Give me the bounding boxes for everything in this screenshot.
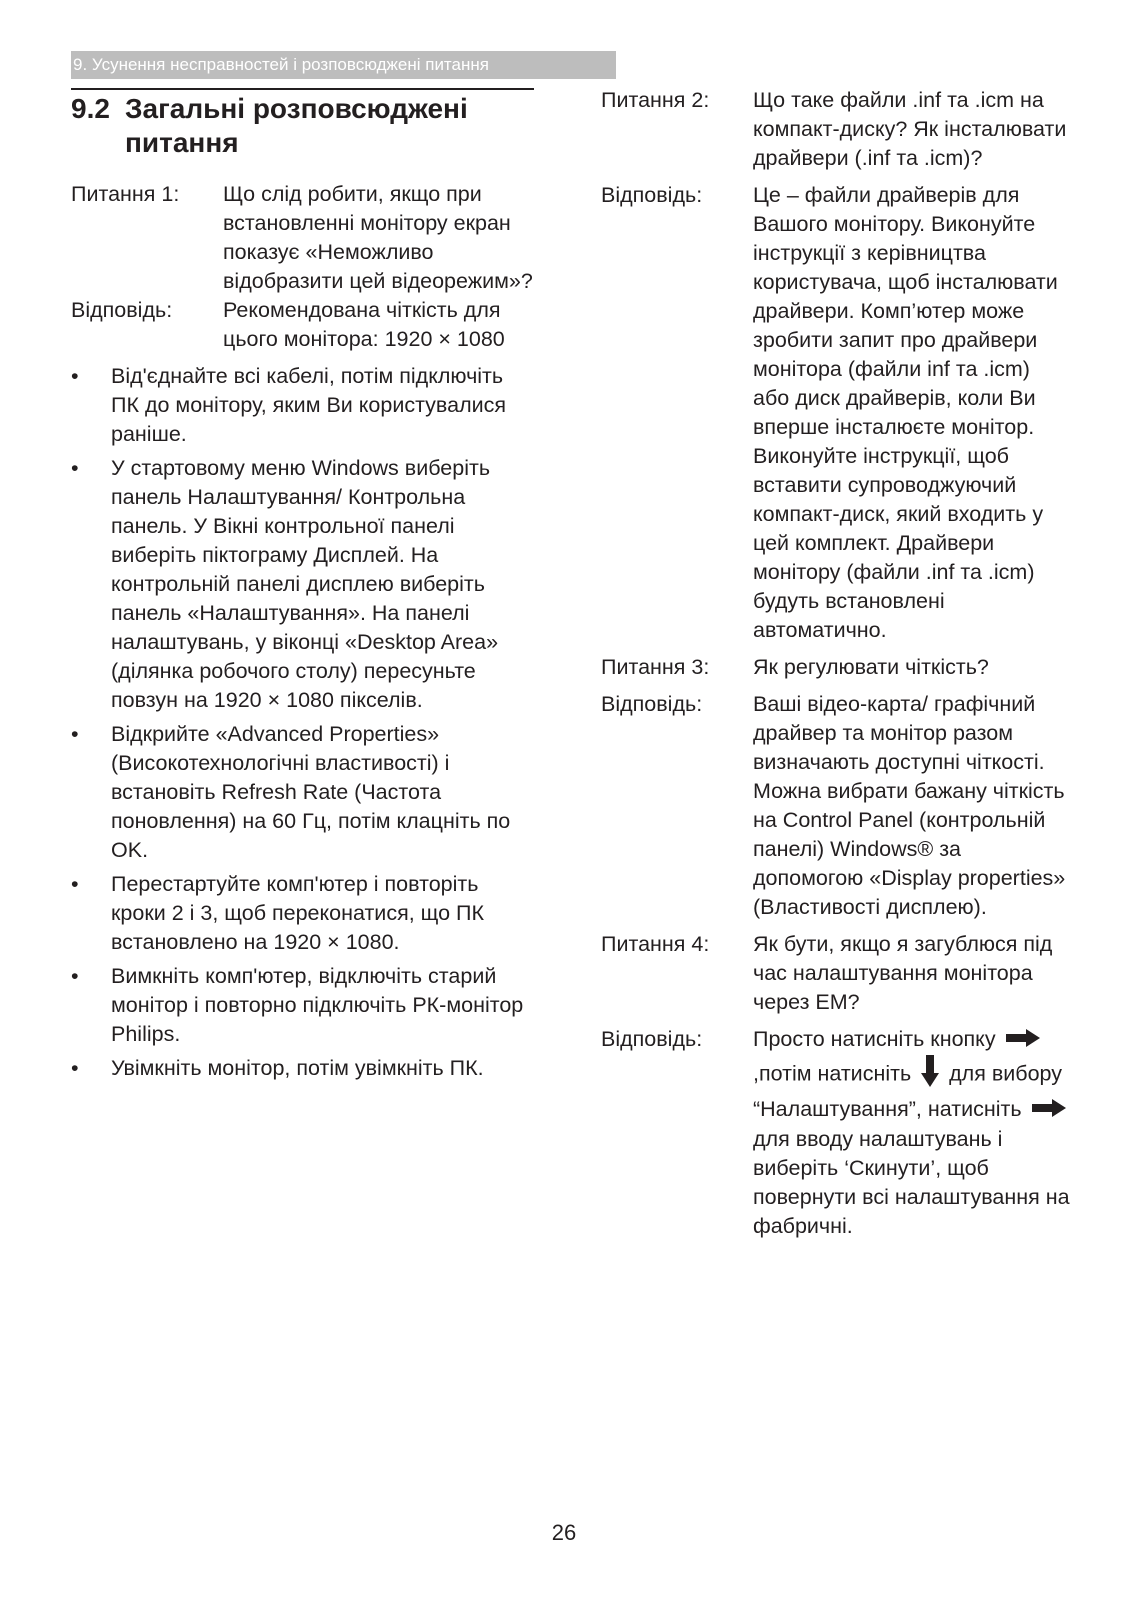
left-column	[71, 88, 534, 1088]
question-label: Питання 3:	[601, 655, 710, 679]
answer-text: Рекомендована чіткість для цього монітора: 1920 × 1080	[223, 298, 505, 351]
bullet-icon: •	[71, 1056, 79, 1080]
answer-3	[601, 690, 1071, 922]
page-number: 26	[551, 1520, 577, 1545]
running-header: 9. Усунення несправностей і розповсюджені питання	[71, 51, 616, 79]
question-label: Питання 1:	[71, 182, 180, 206]
answer-2	[601, 181, 1071, 645]
list-item: • Від'єднайте всі кабелі, потім підключіть ПК до монітору, яким Ви користувалися раніше.	[71, 364, 507, 446]
list-item: • Перестартуйте комп'ютер і повторіть кроки 2 і 3, щоб переконатися, що ПК встановлено на 1920 × 1080.	[71, 872, 485, 954]
answer-label: Відповідь:	[601, 1027, 703, 1051]
question-label: Питання 2:	[601, 88, 710, 112]
question-text: Що таке файли .inf та .icm на компакт-диску? Як інсталювати драйвери (.inf та .icm)?	[753, 88, 1067, 170]
section-number: 9.2	[71, 93, 110, 124]
question-text: Як регулювати чіткість?	[753, 655, 989, 679]
answer-label: Відповідь:	[601, 183, 703, 207]
answer-text: Ваші відео-карта/ графічний драйвер та монітор разом визначають доступні чіткості. Можна вибрати бажану чіткість на Control Panel (контрольній панелі) Windows® за допомогою «Display properties» (Властивості дисплею).	[753, 692, 1066, 919]
list-item: • Увімкніть монітор, потім увімкніть ПК.	[71, 1054, 534, 1083]
list-item: • У стартовому меню Windows виберіть панель Налаштування/ Контрольна панель. У Вікні контрольної панелі виберіть піктограму Дисплей. На контрольній панелі дисплею виберіть панель «Налаштування». На панелі налаштувань, у віконці «Desktop Area» (ділянка робочого столу) пересуньте повзун на 1920 × 1080 пікселів.	[71, 456, 499, 712]
down-arrow-icon	[921, 1055, 939, 1095]
answer-1	[71, 296, 534, 354]
answer-text: Просто натисніть кнопку ,потім натисніть для вибору “Налаштування”, натисніть для вводу налаштувань і виберіть ‘Скинути’, щоб повернути всі налаштування на фабричні.	[753, 1027, 1070, 1238]
list-item: • Відкрийте «Advanced Properties» (Високотехнологічні властивості) і встановіть Refresh Rate (Частота поновлення) на 60 Гц, потім клацніть по OK.	[71, 722, 511, 862]
section-title: Загальні розповсюджені питання	[125, 93, 468, 158]
bullet-icon: •	[71, 872, 79, 896]
question-text: Що слід робити, якщо при встановленні монітору екран показує «Неможливо відобразити цей відеорежим»?	[223, 182, 533, 293]
answer-label: Відповідь:	[601, 692, 703, 716]
answer-label: Відповідь:	[71, 298, 173, 322]
bullet-icon: •	[71, 964, 79, 988]
question-text: Як бути, якщо я загублюся під час налаштування монітора через EM?	[753, 932, 1053, 1014]
question-label: Питання 4:	[601, 932, 710, 956]
instruction-list	[71, 362, 534, 1083]
question-3	[601, 653, 1071, 682]
right-arrow-icon	[1032, 1096, 1066, 1125]
right-column	[601, 86, 1071, 1249]
bullet-icon: •	[71, 364, 79, 388]
answer-4	[601, 1025, 1071, 1241]
answer-text: Це – файли драйверів для Вашого монітору. Виконуйте інструкції з керівництва користувача, щоб інсталювати драйвери. Комп’ютер може зробити запит про драйвери монітора (файли inf та .icm) або диск драйверів, коли Ви вперше інсталюєте монітор. Виконуйте інструкції, щоб вставити супроводжуючий компакт-диск, який входить у цей комплект. Драйвери монітору (файли .inf та .icm) будуть встановлені автоматично.	[753, 183, 1058, 642]
section-heading	[71, 88, 534, 160]
right-arrow-icon	[1006, 1026, 1040, 1055]
bullet-icon: •	[71, 456, 79, 480]
question-2	[601, 86, 1071, 173]
question-1	[71, 180, 534, 296]
list-item: • Вимкніть комп'ютер, відключіть старий монітор і повторно підключіть РК-монітор Philips.	[71, 964, 524, 1046]
question-4	[601, 930, 1071, 1017]
bullet-icon: •	[71, 722, 79, 746]
